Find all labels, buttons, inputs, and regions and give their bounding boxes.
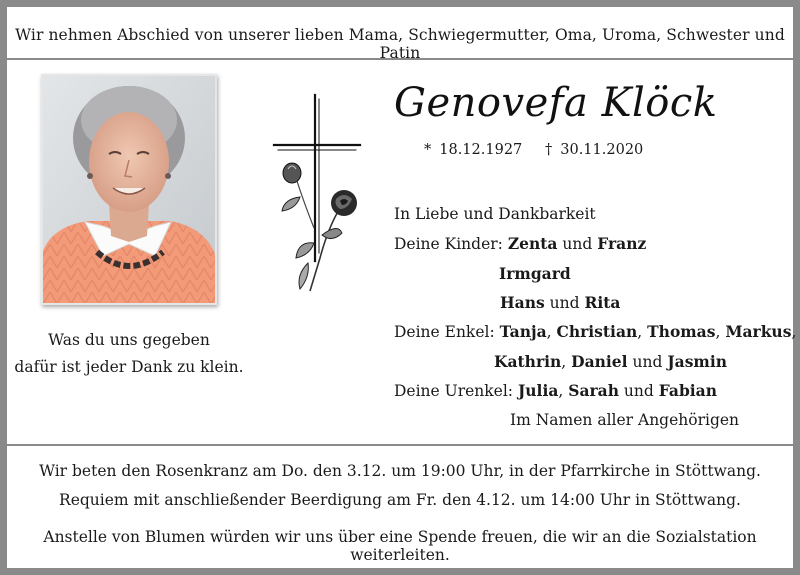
mourners-intro: In Liebe und Dankbarkeit — [394, 205, 596, 223]
separator: , — [546, 323, 552, 341]
conjunction: und — [623, 382, 654, 400]
portrait-photo — [41, 74, 217, 305]
children-label: Deine Kinder: — [394, 235, 503, 253]
child-name: Hans — [500, 293, 545, 312]
grandchild-name: Christian — [556, 322, 638, 341]
requiem-notice: Requiem mit anschließender Beerdigung am Fr. den 4.12. um 14:00 Uhr in Stöttwang. — [59, 491, 741, 509]
separator: , — [561, 353, 567, 371]
verse-line-1: Was du uns gegeben — [48, 331, 210, 349]
grandchild-name: Jasmin — [667, 352, 727, 371]
child-name: Franz — [597, 234, 647, 253]
grandchild-name: Thomas — [647, 322, 716, 341]
separator: , — [558, 382, 564, 400]
birth-star-icon: * — [424, 142, 432, 158]
birth-date — [424, 142, 522, 158]
separator: , — [791, 323, 797, 341]
child-name: Rita — [584, 293, 621, 312]
grandchildren-label: Deine Enkel: — [394, 323, 495, 341]
separator: , — [637, 323, 643, 341]
grandchild-name: Daniel — [571, 352, 628, 371]
verse — [0, 327, 258, 381]
children-line-3 — [500, 293, 620, 312]
conjunction: und — [562, 235, 593, 253]
intro-text: Wir nehmen Abschied von unserer lieben Mama, Schwiegermutter, Oma, Uroma, Schwester und Patin — [15, 26, 785, 62]
conjunction: und — [632, 353, 663, 371]
death-cross-icon: † — [545, 142, 553, 158]
grandchild-name: Kathrin — [494, 352, 562, 371]
children-line-2 — [499, 264, 571, 283]
birth-date-value: 18.12.1927 — [439, 142, 523, 158]
grandchildren-line-1 — [394, 322, 796, 341]
death-date-value: 30.11.2020 — [560, 142, 644, 158]
deceased-name: Genovefa Klöck — [394, 80, 718, 126]
great-grandchildren-line — [394, 381, 717, 400]
child-name: Zenta — [507, 234, 558, 253]
great-grandchild-name: Sarah — [568, 381, 619, 400]
child-name: Irmgard — [499, 264, 571, 283]
great-grandchild-name: Julia — [517, 381, 559, 400]
conjunction: und — [549, 294, 580, 312]
verse-line-2: dafür ist jeder Dank zu klein. — [14, 358, 244, 376]
cross-with-rose-icon — [270, 93, 366, 293]
bottom-divider — [7, 444, 793, 446]
grandchild-name: Markus — [725, 322, 792, 341]
children-line-1 — [394, 234, 646, 253]
great-grandchildren-label: Deine Urenkel: — [394, 382, 514, 400]
mourners-closing: Im Namen aller Angehörigen — [510, 411, 740, 429]
death-date — [545, 142, 643, 158]
grandchildren-line-2 — [494, 352, 727, 371]
grandchild-name: Tanja — [499, 322, 547, 341]
great-grandchild-name: Fabian — [658, 381, 717, 400]
donation-notice: Anstelle von Blumen würden wir uns über eine Spende freuen, die wir an die Sozialstation weiterleiten. — [43, 528, 757, 564]
separator: , — [715, 323, 721, 341]
rosary-notice: Wir beten den Rosenkranz am Do. den 3.12. um 19:00 Uhr, in der Pfarrkirche in Stöttwang. — [39, 462, 761, 480]
